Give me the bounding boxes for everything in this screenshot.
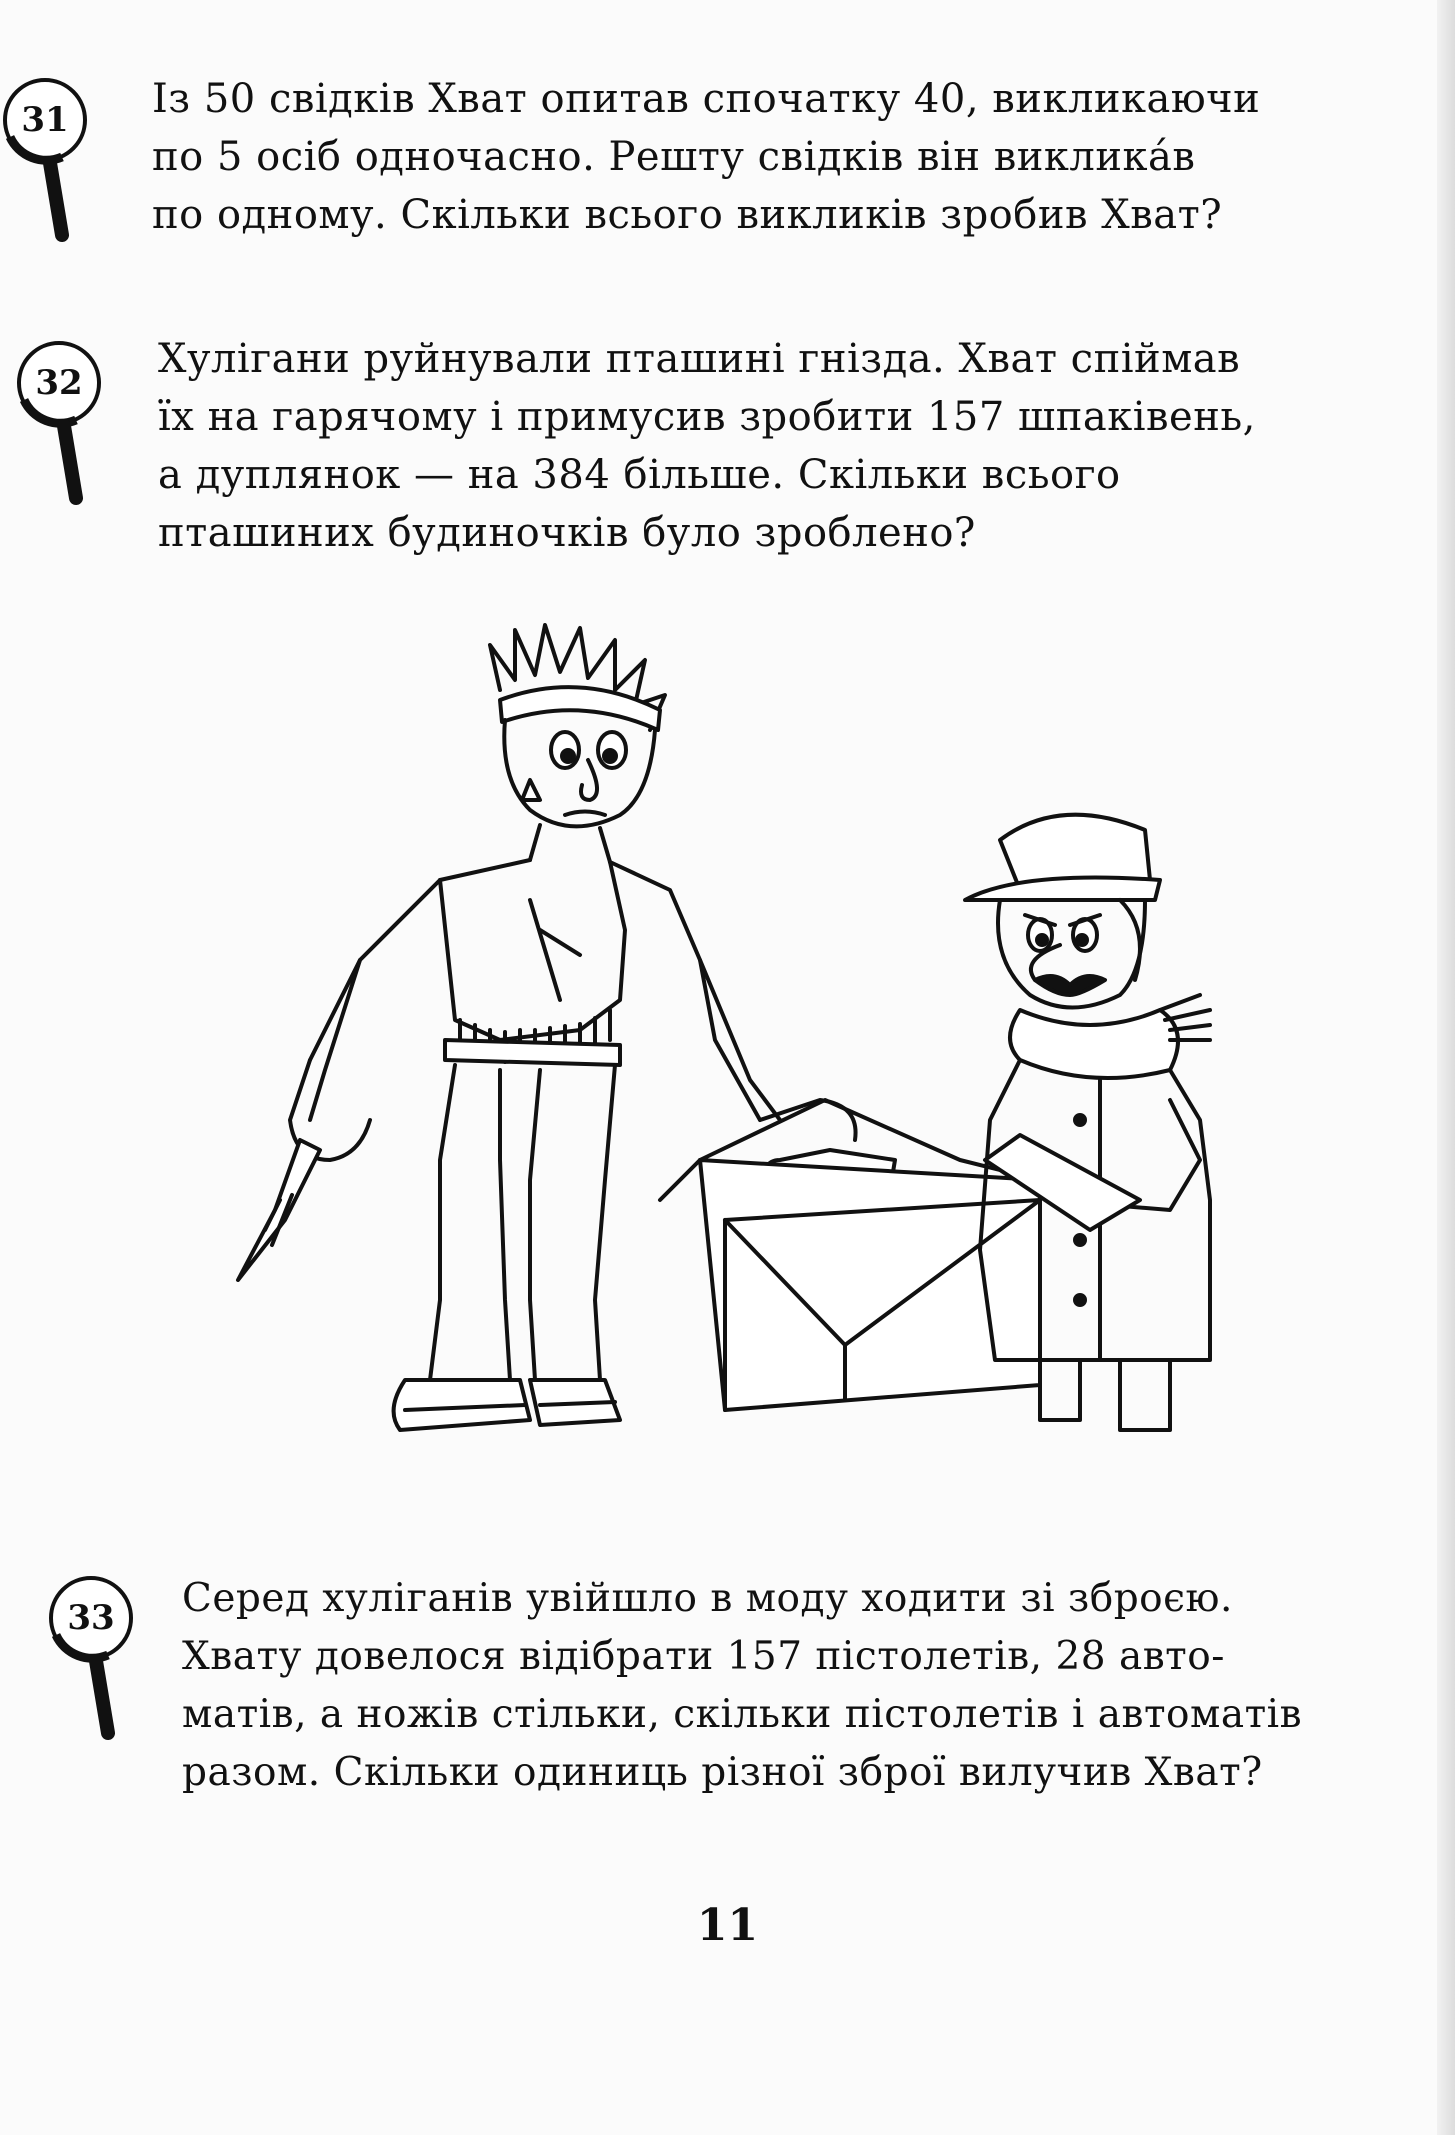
problem-line: матів, а ножів стільки, скільки пістолетів і автоматів — [182, 1692, 1303, 1737]
problem-line: Із 50 свідків Хват опитав спочатку 40, викликаючи — [152, 76, 1261, 122]
problem-text — [182, 1570, 1302, 1802]
problem-line: Хулігани руйнували пташині гнізда. Хват спіймав — [158, 336, 1241, 382]
magnifier-badge-31 — [0, 75, 120, 275]
problem-line: Серед хуліганів увійшло в моду ходити зі зброєю. — [182, 1576, 1233, 1621]
magnifier-badge-32 — [14, 338, 134, 538]
problem-line: Хвату довелося відібрати 157 пістолетів, 28 авто- — [182, 1634, 1225, 1679]
problem-line: а дуплянок — на 384 більше. Скільки всього — [158, 452, 1121, 498]
problem-line: по 5 осіб одночасно. Решту свідків він виклика́в — [152, 134, 1196, 180]
problem-line: пташиних будиночків було зроблено? — [158, 510, 976, 556]
problem-line: їх на гарячому і примусив зробити 157 шпаківень, — [158, 394, 1256, 440]
problem-text — [158, 330, 1256, 562]
page-number: 11 — [696, 1900, 759, 1951]
problem-number: 32 — [35, 363, 83, 403]
problem-line: по одному. Скільки всього викликів зробив Хват? — [152, 192, 1223, 238]
problem-number: 31 — [21, 100, 69, 140]
magnifier-badge-33 — [46, 1573, 166, 1773]
page-edge-shadow — [1437, 0, 1455, 2135]
illustration-hooligan-and-officer — [60, 600, 1390, 1500]
problem-line: разом. Скільки одиниць різної зброї вилучив Хват? — [182, 1750, 1263, 1795]
problem-number: 33 — [67, 1598, 115, 1638]
problem-text — [152, 70, 1260, 244]
